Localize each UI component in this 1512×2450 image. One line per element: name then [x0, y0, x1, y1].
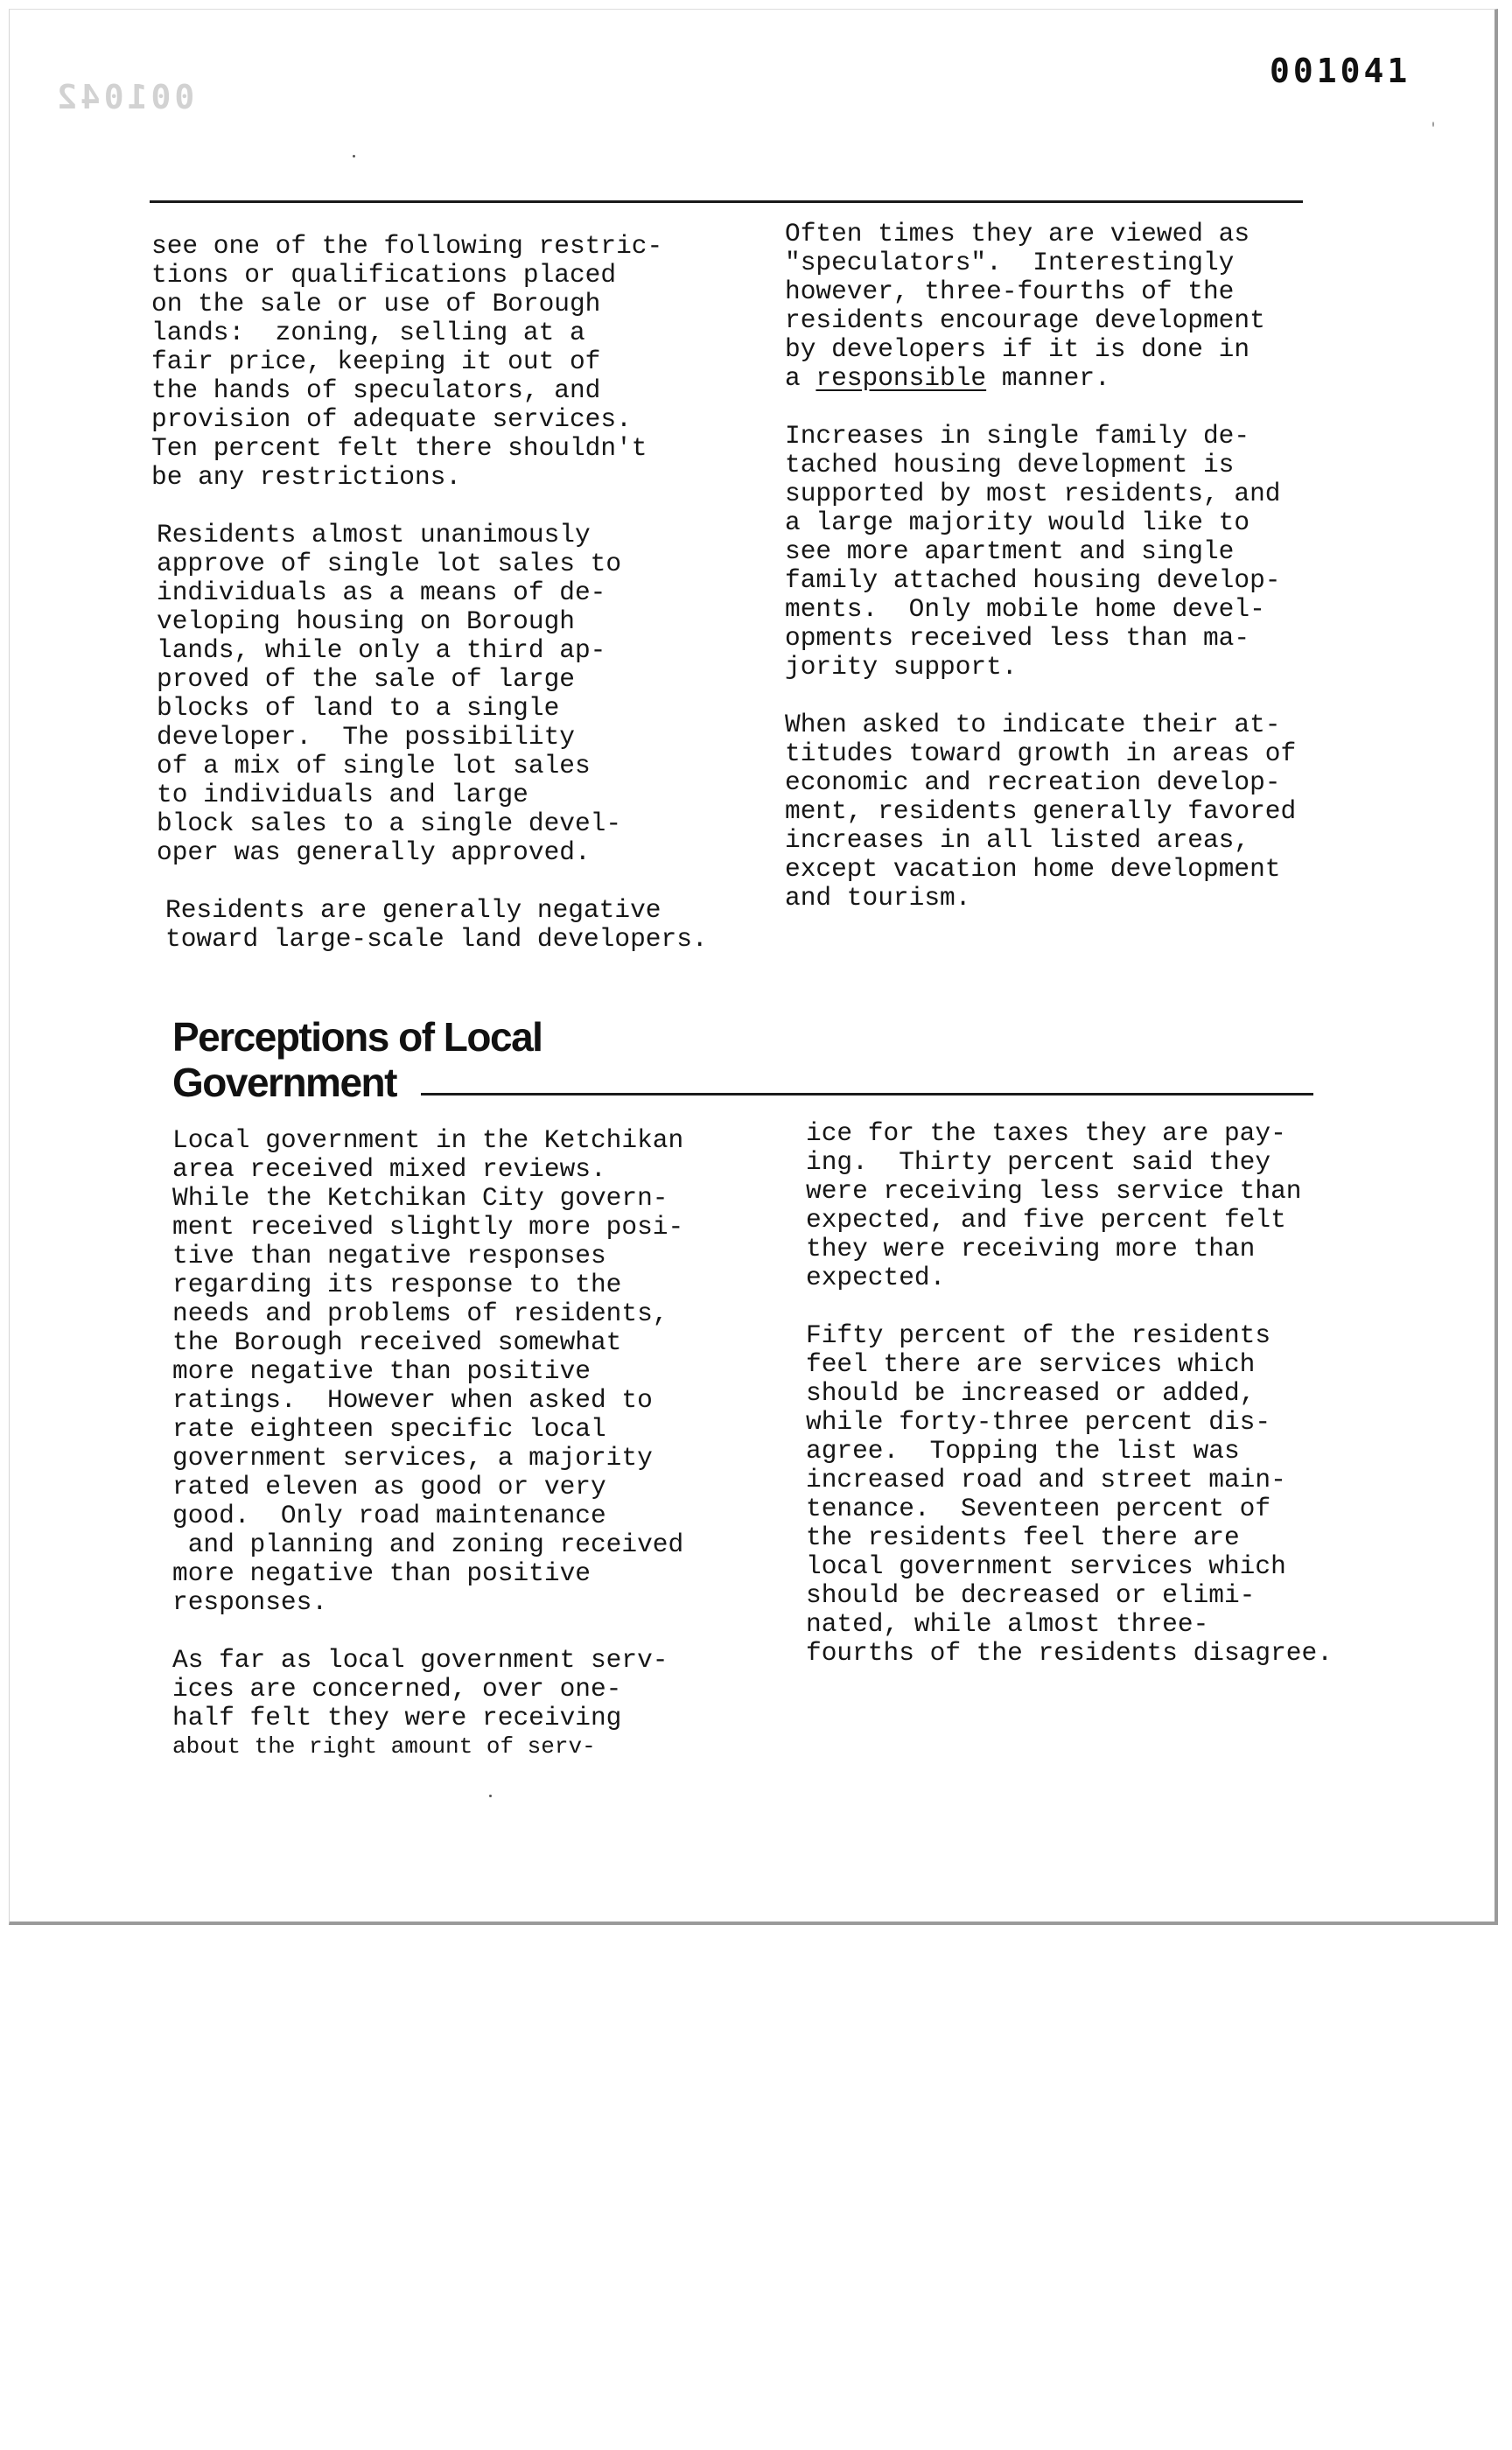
section-heading-line: Perceptions of Local [172, 1014, 542, 1060]
text-line: good. Only road maintenance [172, 1501, 606, 1530]
text-line: oper was generally approved. [157, 837, 591, 867]
text-line: see one of the following restric- [151, 231, 663, 261]
text-line: ratings. However when asked to [172, 1385, 653, 1415]
underlined-word: responsible [816, 363, 987, 393]
text-line: were receiving less service than [806, 1176, 1302, 1206]
text-line: ment received slightly more posi- [172, 1212, 684, 1242]
paragraph-restrictions [151, 232, 708, 492]
paragraph-single-lot-sales [157, 521, 708, 867]
paragraph-developers [165, 896, 708, 954]
text-line: individuals as a means of de- [157, 578, 606, 607]
paragraph-growth-attitudes [785, 710, 1296, 913]
text-line: more negative than positive [172, 1558, 591, 1588]
text-line: provision of adequate services. [151, 404, 632, 434]
text-line: ing. Thirty percent said they [806, 1147, 1271, 1177]
text-line: economic and recreation develop- [785, 767, 1281, 797]
text-line: As far as local government serv- [172, 1645, 668, 1675]
text-line: be any restrictions. [151, 462, 462, 492]
top-left-column [151, 232, 708, 954]
text-line: veloping housing on Borough [157, 606, 575, 636]
paragraph-services-added [806, 1321, 1333, 1668]
text-line: opments received less than ma- [785, 623, 1250, 653]
text-line: feel there are services which [806, 1349, 1256, 1379]
text-line: When asked to indicate their at- [785, 710, 1281, 739]
text-fragment: a [785, 363, 816, 393]
text-line: blocks of land to a single [157, 693, 560, 723]
text-line: to individuals and large [157, 780, 528, 809]
text-line: rated eleven as good or very [172, 1472, 606, 1502]
text-line: of a mix of single lot sales [157, 751, 591, 780]
text-line: tenance. Seventeen percent of [806, 1494, 1271, 1523]
text-line: Often times they are viewed as [785, 219, 1250, 248]
text-line: half felt they were receiving [172, 1703, 622, 1732]
section-right-column [806, 1119, 1333, 1668]
top-divider-rule [150, 200, 1303, 203]
bleed-through-page-number: 001042 [53, 78, 195, 116]
text-line: ments. Only mobile home devel- [785, 594, 1265, 624]
text-line: Residents are generally negative [165, 895, 662, 925]
text-line: ices are concerned, over one- [172, 1674, 622, 1704]
page-number: 001041 [1270, 52, 1411, 90]
text-line: supported by most residents, and [785, 479, 1281, 508]
text-line: While the Ketchikan City govern- [172, 1183, 668, 1213]
paragraph-services-taxes [172, 1646, 683, 1761]
text-line: Increases in single family de- [785, 421, 1250, 451]
text-fragment: manner. [986, 363, 1110, 393]
text-line: titudes toward growth in areas of [785, 738, 1297, 768]
text-line: more negative than positive [172, 1356, 591, 1386]
text-line: "speculators". Interestingly [785, 248, 1235, 277]
text-line: Fifty percent of the residents [806, 1320, 1271, 1350]
text-line: rate eighteen specific local [172, 1414, 606, 1444]
text-line: proved of the sale of large [157, 664, 575, 694]
text-line: see more apartment and single [785, 536, 1235, 566]
scan-speck [1432, 122, 1434, 127]
section-heading-line: Government [172, 1060, 396, 1105]
text-line: family attached housing develop- [785, 565, 1281, 595]
text-line: ice for the taxes they are pay- [806, 1118, 1286, 1148]
text-line: fair price, keeping it out of [151, 346, 601, 376]
text-line: on the sale or use of Borough [151, 289, 601, 318]
text-line: Local government in the Ketchikan [172, 1125, 684, 1155]
scan-speck [489, 1795, 492, 1797]
text-line: increased road and street main- [806, 1465, 1286, 1494]
text-line: tions or qualifications placed [151, 260, 617, 290]
text-line: responses. [172, 1587, 328, 1617]
text-line [785, 364, 1296, 393]
text-line: regarding its response to the [172, 1270, 622, 1299]
text-line: however, three-fourths of the [785, 276, 1235, 306]
text-line: agree. Topping the list was [806, 1436, 1240, 1466]
text-line: about the right amount of serv- [172, 1733, 596, 1760]
text-line: government services, a majority [172, 1443, 653, 1473]
text-line: block sales to a single devel- [157, 808, 622, 838]
document-page [9, 9, 1498, 1925]
text-line: a large majority would like to [785, 508, 1250, 537]
paragraph-service-levels [806, 1119, 1333, 1292]
text-line: while forty-three percent dis- [806, 1407, 1271, 1437]
paragraph-speculators [785, 220, 1296, 393]
text-line: developer. The possibility [157, 722, 575, 752]
text-line: needs and problems of residents, [172, 1298, 668, 1328]
text-line: approve of single lot sales to [157, 549, 622, 578]
text-line: jority support. [785, 652, 1018, 682]
text-line: residents encourage development [785, 305, 1265, 335]
paragraph-housing-development [785, 422, 1296, 682]
text-line: ment, residents generally favored [785, 796, 1297, 826]
section-left-column [172, 1126, 683, 1761]
text-line: Residents almost unanimously [157, 520, 591, 550]
text-line: local government services which [806, 1551, 1286, 1581]
text-line: Ten percent felt there shouldn't [151, 433, 648, 463]
text-line: tached housing development is [785, 450, 1235, 480]
text-line: nated, while almost three- [806, 1609, 1209, 1639]
text-line: should be decreased or elimi- [806, 1580, 1256, 1610]
text-line: and tourism. [785, 883, 971, 913]
section-divider-rule [421, 1093, 1313, 1096]
text-line: by developers if it is done in [785, 334, 1250, 364]
text-line: area received mixed reviews. [172, 1154, 606, 1184]
text-line: lands: zoning, selling at a [151, 318, 585, 347]
text-line: the hands of speculators, and [151, 375, 601, 405]
text-line: lands, while only a third ap- [157, 635, 606, 665]
section-heading [172, 1014, 542, 1105]
scan-speck [353, 155, 355, 158]
text-line: expected. [806, 1263, 946, 1292]
text-line: increases in all listed areas, [785, 825, 1250, 855]
text-line: should be increased or added, [806, 1378, 1256, 1408]
text-line: expected, and five percent felt [806, 1205, 1286, 1235]
text-line: tive than negative responses [172, 1241, 606, 1270]
paragraph-mixed-reviews [172, 1126, 683, 1617]
top-right-column [785, 220, 1296, 913]
text-line: except vacation home development [785, 854, 1281, 884]
text-line: the Borough received somewhat [172, 1327, 622, 1357]
text-line: and planning and zoning received [172, 1530, 684, 1559]
text-line: the residents feel there are [806, 1522, 1240, 1552]
text-line: fourths of the residents disagree. [806, 1638, 1333, 1668]
text-line: they were receiving more than [806, 1234, 1256, 1264]
text-line: toward large-scale land developers. [165, 924, 708, 954]
